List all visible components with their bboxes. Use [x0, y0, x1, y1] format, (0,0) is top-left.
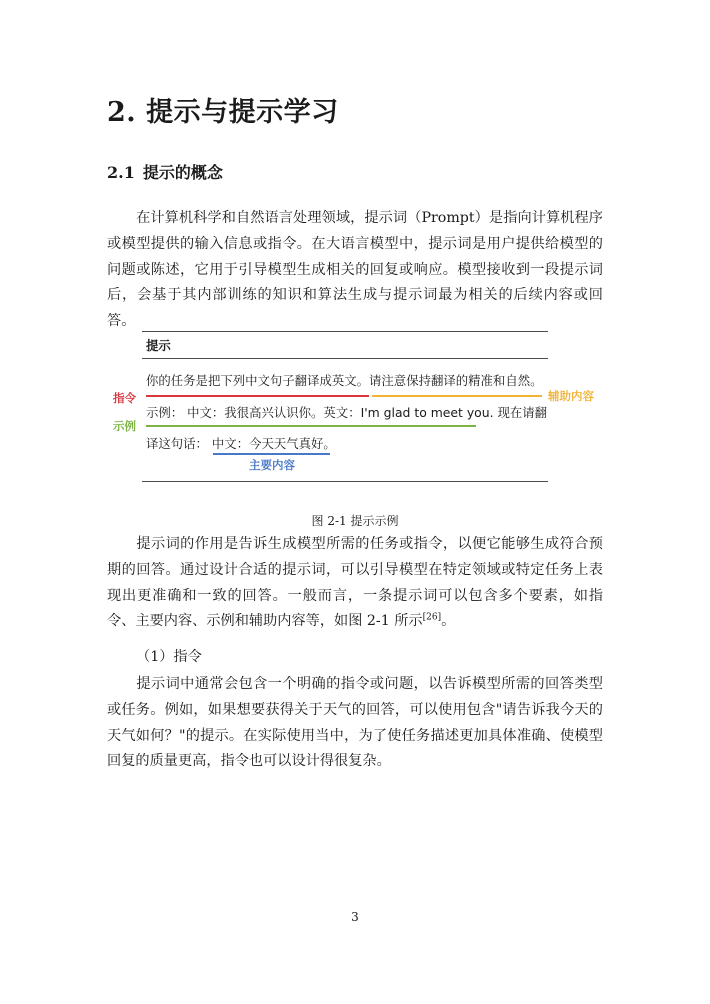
figure-caption: 图 2-1 提示示例 — [311, 514, 399, 528]
auxiliary-underline — [372, 395, 542, 397]
figure-line-instruction: 你的任务是把下列中文句子翻译成英文。请注意保持翻译的精准和自然。 — [146, 373, 543, 388]
figure-line-example: 示例： 中文：我很高兴认识你。英文：I'm glad to meet you. 现在请翻 — [146, 405, 548, 420]
item-heading-instruction: （1）指令 — [136, 649, 202, 665]
paragraph-instruction — [107, 672, 603, 775]
figure-header-rule — [142, 358, 548, 359]
paragraph-prompt-purpose — [107, 532, 603, 635]
section-number: 2.1 — [107, 163, 135, 182]
main-content-underline — [213, 453, 330, 455]
example-label: 示例 — [113, 419, 136, 433]
paragraph-prompt-purpose-end: 。 — [441, 613, 456, 630]
example-underline — [146, 425, 476, 427]
section-title-text: 提示的概念 — [142, 163, 223, 182]
paragraph-instruction-text: 提示词中通常会包含一个明确的指令或问题，以告诉模型所需的回答类型或任务。例如，如果想要获得关于天气的回答，可以使用包含"请告诉我今天的天气如何？"的提示。在实际使用当中，为了使任务描述更加具体准确、使模型回复的质量更高，指令也可以设计得很复杂。 — [107, 676, 603, 770]
paragraph-prompt-definition — [107, 206, 603, 335]
paragraph-prompt-definition-text: 在计算机科学和自然语言处理领域，提示词（Prompt）是指向计算机程序或模型提供的输入信息或指令。在大语言模型中，提示词是用户提供给模型的问题或陈述，它用于引导模型生成相关的回复或响应。模型接收到一段提示词后，会基于其内部训练的知识和算法生成与提示词最为相关的后续内容或回答。 — [107, 210, 603, 330]
section-title — [107, 160, 223, 183]
instruction-label: 指令 — [113, 391, 136, 405]
auxiliary-label: 辅助内容 — [548, 389, 594, 403]
main-content-label: 主要内容 — [249, 458, 295, 472]
figure-header-label: 提示 — [146, 338, 171, 353]
figure-bottom-rule — [142, 481, 548, 482]
instruction-underline — [146, 395, 369, 397]
figure-line-main: 译这句话： 中文：今天天气真好。 — [146, 436, 336, 451]
page-number: 3 — [351, 910, 359, 924]
paragraph-prompt-purpose-text: 提示词的作用是告诉生成模型所需的任务或指令，以便它能够生成符合预期的回答。通过设计合适的提示词，可以引导模型在特定领域或特定任务上表现出更准确和一致的回答。一般而言，一条提示词可以包含多个要素，如指令、主要内容、示例和辅助内容等，如图 2-1 所示 — [107, 536, 603, 630]
figure-top-rule — [142, 331, 548, 332]
chapter-title: 2. 提示与提示学习 — [107, 97, 339, 128]
citation-reference[interactable]: [26] — [422, 612, 442, 623]
